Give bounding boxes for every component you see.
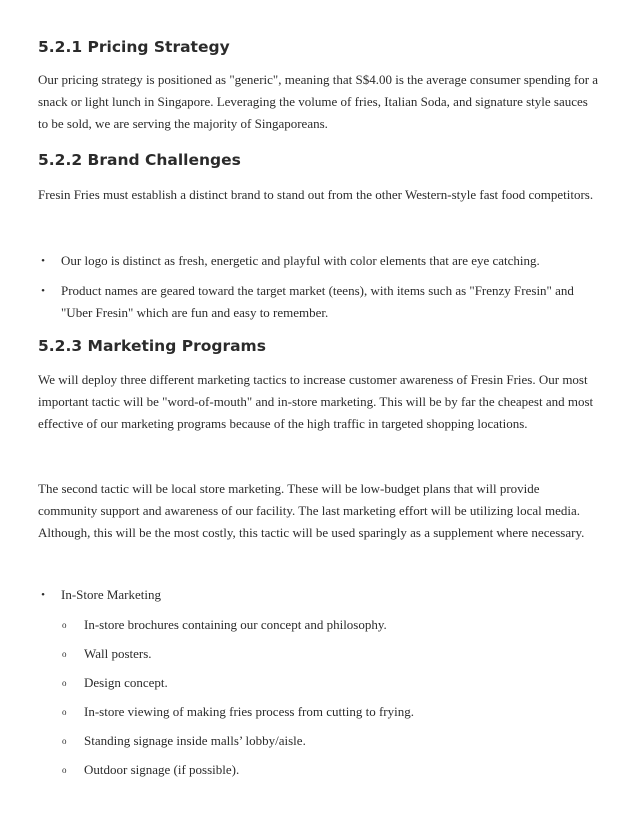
sub-list-item — [62, 759, 582, 781]
sub-list-item-text: Standing signage inside malls’ lobby/aisle. — [84, 733, 306, 748]
sub-list-item — [62, 730, 582, 752]
sub-list-item-text: In-store viewing of making fries process from cutting to frying. — [84, 704, 414, 719]
list-item-brand-1 — [38, 250, 600, 272]
circle-bullet-icon: o — [62, 678, 67, 688]
sub-list-item-text: Wall posters. — [84, 646, 152, 661]
circle-bullet-icon: o — [62, 620, 67, 630]
paragraph-marketing-1: We will deploy three different marketing tactics to increase customer awareness of Fresin Fries. Our most important tactic will be "word-of-mouth" and in-store marketing. This will be by far the cheapest and most effective of our marketing programs because of the high traffic in targeted shopping locations. — [38, 372, 594, 431]
sub-list-item — [62, 614, 582, 636]
circle-bullet-icon: o — [62, 736, 67, 746]
list-item-in-store-marketing — [38, 584, 600, 606]
heading-pricing-strategy: 5.2.1 Pricing Strategy — [38, 38, 230, 56]
sub-list-item-text: Design concept. — [84, 675, 168, 690]
list-item-text: In-Store Marketing — [61, 587, 162, 602]
circle-bullet-icon: o — [62, 707, 67, 717]
list-item-brand-2 — [38, 280, 600, 324]
sub-list-item-text: In-store brochures containing our concept and philosophy. — [84, 617, 387, 632]
heading-marketing-programs: 5.2.3 Marketing Programs — [38, 337, 266, 355]
sub-list-item — [62, 701, 582, 723]
paragraph-brand: Fresin Fries must establish a distinct brand to stand out from the other Western-style fast food competitors. — [38, 187, 594, 202]
sub-list-item — [62, 643, 582, 665]
sub-list-item — [62, 672, 582, 694]
list-item-text: Our logo is distinct as fresh, energetic and playful with color elements that are eye catching. — [61, 253, 540, 268]
bullet-icon: • — [41, 255, 45, 267]
list-item-text: Product names are geared toward the target market (teens), with items such as "Frenzy Fresin" and "Uber Fresin" which are fun and easy to remember. — [61, 283, 574, 320]
circle-bullet-icon: o — [62, 765, 67, 775]
circle-bullet-icon: o — [62, 649, 67, 659]
bullet-icon: • — [41, 589, 45, 601]
bullet-icon: • — [41, 285, 45, 297]
sub-list-item-text: Outdoor signage (if possible). — [84, 762, 240, 777]
paragraph-pricing: Our pricing strategy is positioned as "generic", meaning that S$4.00 is the average consumer spending for a snack or light lunch in Singapore. Leveraging the volume of fries, Italian Soda, and signature style sauces to be sold, we are serving the majority of Singaporeans. — [38, 72, 599, 131]
heading-brand-challenges: 5.2.2 Brand Challenges — [38, 151, 241, 169]
paragraph-marketing-2: The second tactic will be local store marketing. These will be low-budget plans that will provide community support and awareness of our facility. The last marketing effort will be utilizing local media. Although, this will be the most costly, this tactic will be used sparingly as a supplement where necessary. — [38, 481, 585, 540]
